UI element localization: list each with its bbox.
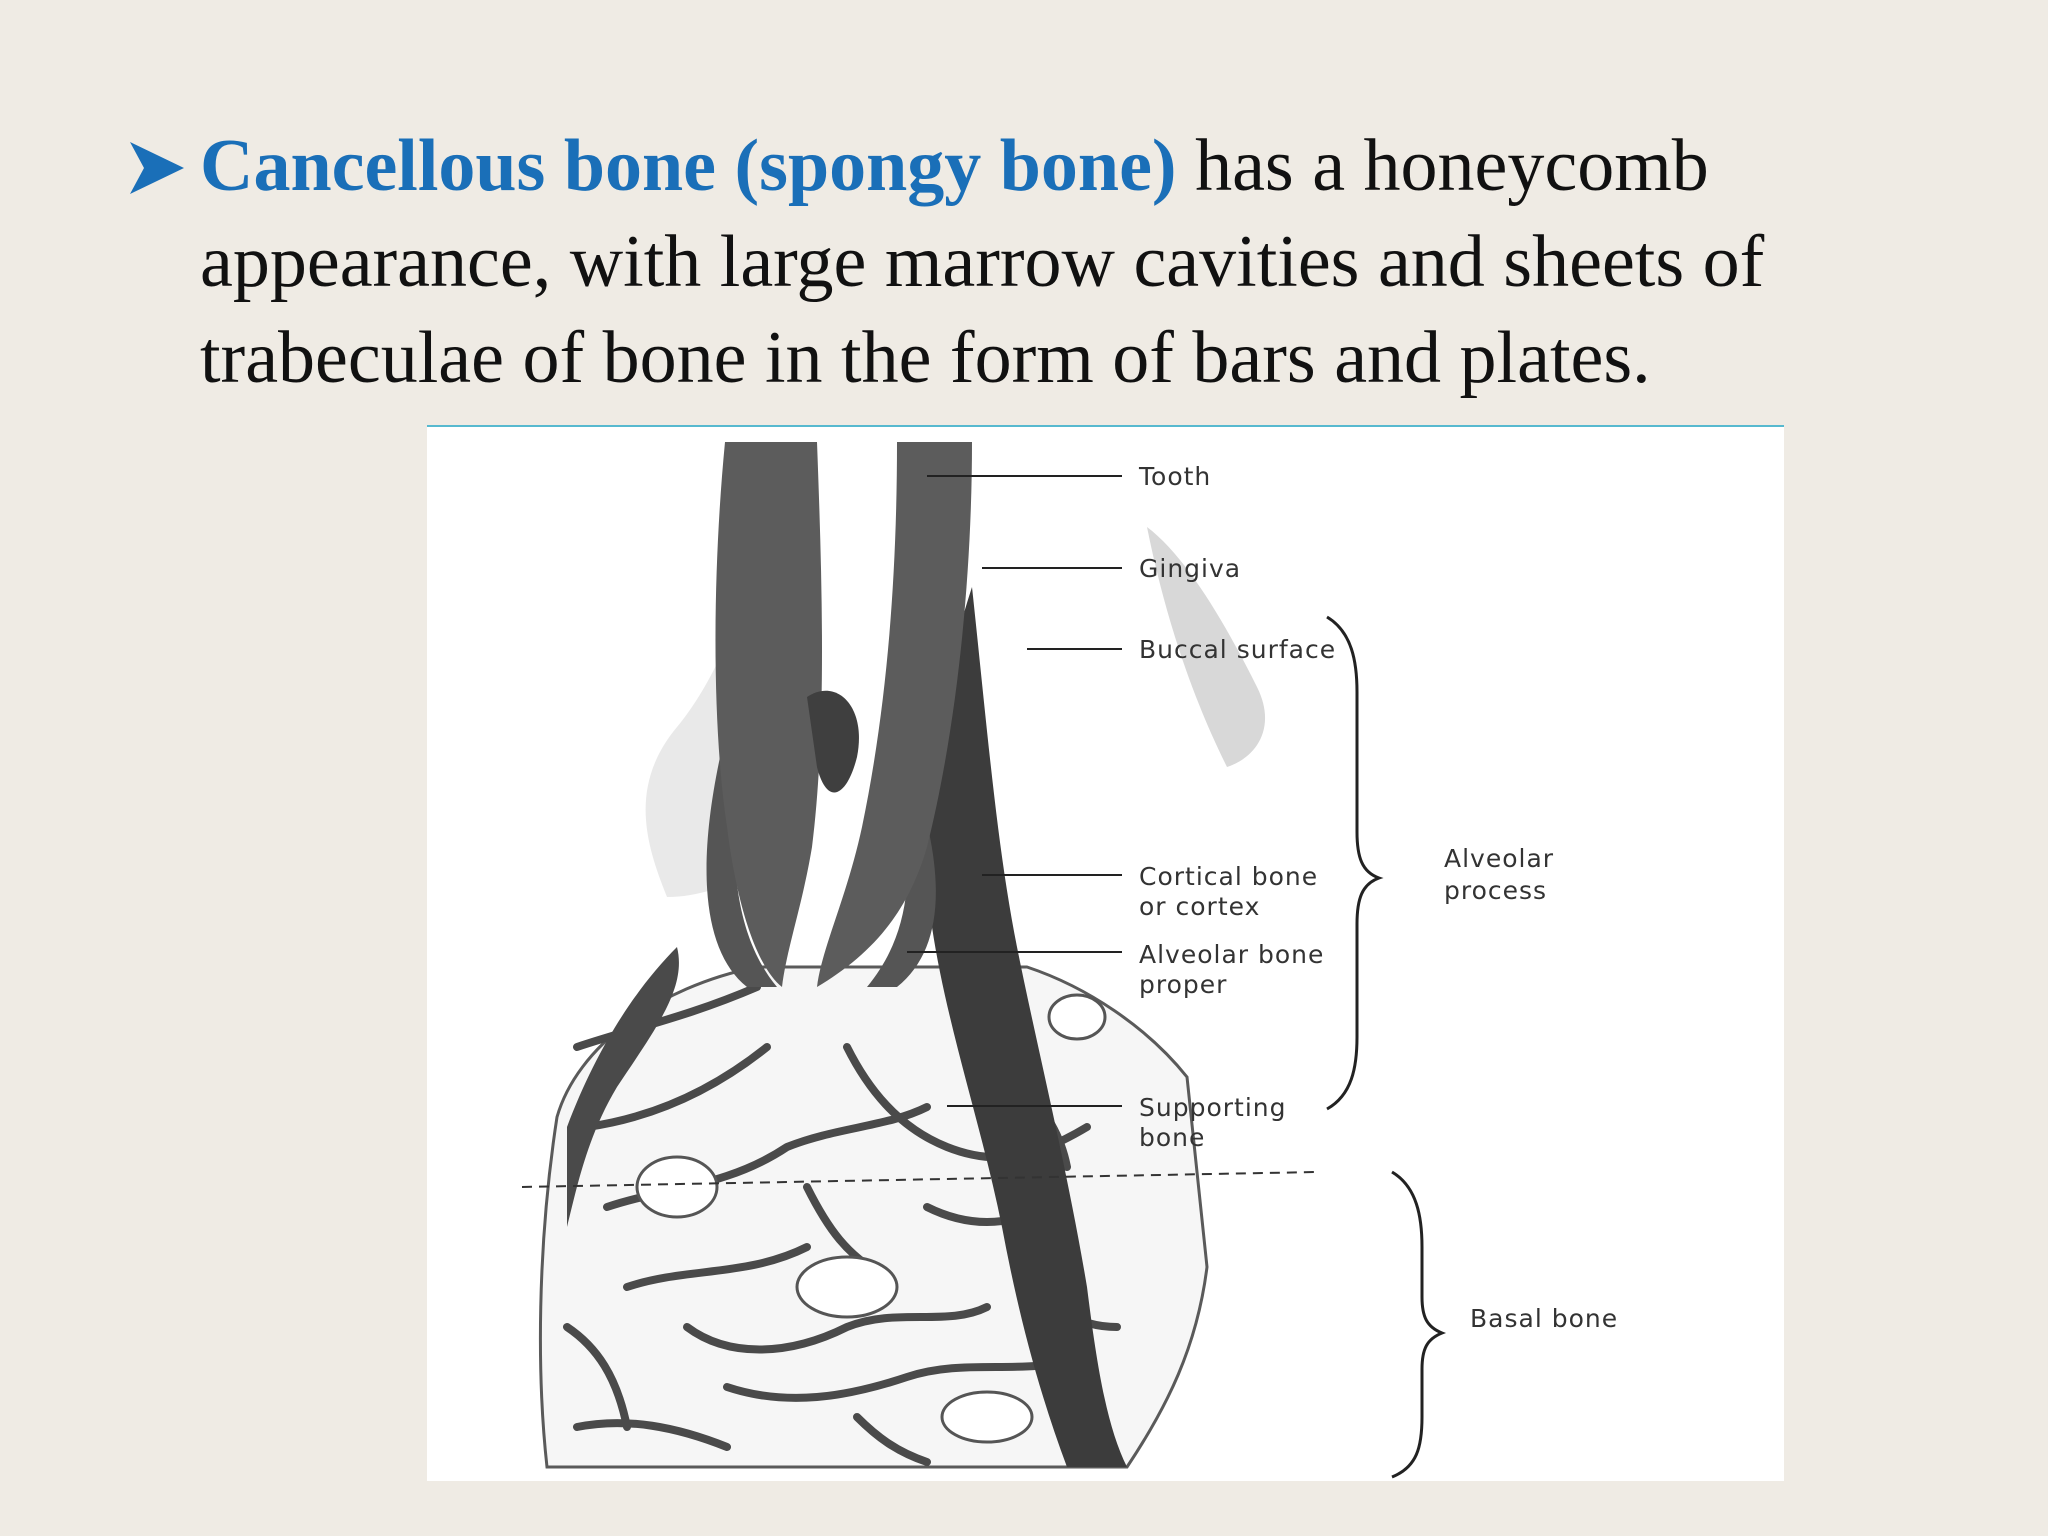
pulp-space: [822, 442, 897, 627]
label-alveolar-bone-proper-line2: proper: [1139, 970, 1228, 999]
label-alveolar-process-line2: process: [1444, 876, 1548, 905]
label-cortical-bone-line2: or cortex: [1139, 892, 1261, 921]
label-alveolar-process-line1: Alveolar: [1444, 844, 1555, 873]
label-buccal-surface: Buccal surface: [1139, 635, 1337, 664]
label-supporting-bone-line2: bone: [1139, 1123, 1206, 1152]
alveolar-process-brace: [1327, 617, 1379, 1109]
pulp-cavity-white: [822, 797, 853, 866]
label-gingiva: Gingiva: [1139, 554, 1242, 583]
label-supporting-bone-line1: Supporting: [1139, 1093, 1287, 1122]
alveolar-bone-figure: [427, 425, 1784, 1481]
basal-bone-brace: [1392, 1172, 1442, 1477]
arrowhead-bullet-icon: [128, 140, 186, 196]
bullet-lead-term: Cancellous bone (spongy bone): [200, 125, 1177, 207]
label-tooth: Tooth: [1139, 462, 1212, 491]
label-basal-bone: Basal bone: [1470, 1304, 1619, 1333]
bullet-body: has a honeycomb appearance, with large marrow cavities and sheets of trabeculae of bone in the form of bars and plates.: [200, 125, 1765, 399]
label-alveolar-bone-proper-line1: Alveolar bone: [1139, 940, 1325, 969]
bullet-text: [200, 118, 1990, 406]
histology-section-drawing: [427, 427, 1784, 1479]
label-cortical-bone-line1: Cortical bone: [1139, 862, 1319, 891]
